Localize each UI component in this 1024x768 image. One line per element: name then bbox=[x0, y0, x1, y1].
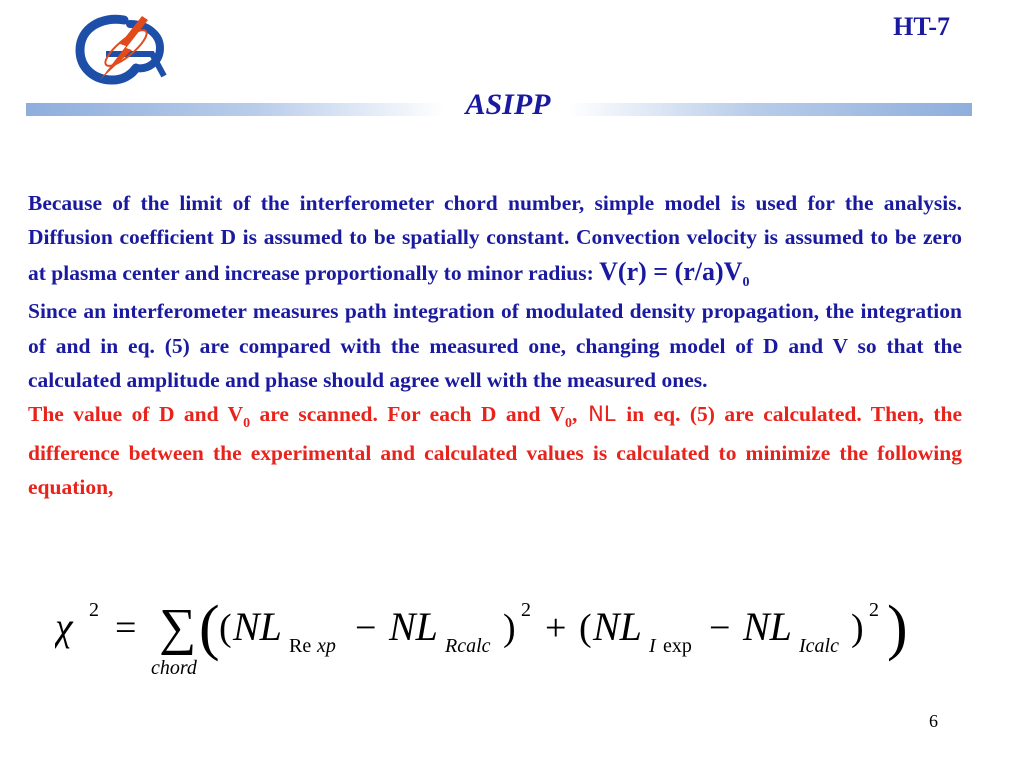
eq-nl-4: NL bbox=[743, 604, 792, 649]
eq-open-2: ( bbox=[579, 607, 592, 649]
page-number: 6 bbox=[929, 711, 938, 731]
eq-nl-3: NL bbox=[593, 604, 642, 649]
velocity-formula-subscript: 0 bbox=[742, 274, 750, 290]
paragraph-model bbox=[28, 186, 962, 294]
scan-text-c: , bbox=[572, 402, 578, 427]
header-divider-left bbox=[26, 103, 446, 116]
eq-power-2: 2 bbox=[869, 599, 879, 621]
eq-sum: ∑ bbox=[159, 599, 197, 656]
eq-close-outer: ) bbox=[887, 594, 908, 662]
eq-nl-1-sub-re: Re bbox=[289, 635, 312, 657]
scan-text-a: The value of D and V bbox=[28, 402, 244, 427]
eq-equals: = bbox=[115, 607, 137, 649]
eq-nl-2: NL bbox=[389, 604, 438, 649]
eq-minus-2: − bbox=[709, 607, 731, 649]
velocity-formula: V(r) = (r/a)V bbox=[599, 256, 743, 286]
eq-minus-1: − bbox=[355, 607, 377, 649]
scan-text-d: in eq. (5) are calculated. Then, the difference between the experimental and calculated values is calculated to minimize the following equation, bbox=[28, 402, 962, 500]
eq-nl-3-sub-exp: exp bbox=[663, 635, 692, 657]
chi-square-equation bbox=[55, 588, 935, 684]
eq-close-2: ) bbox=[851, 607, 864, 649]
eq-nl-1-sub-xp: xp bbox=[317, 635, 336, 657]
body-text bbox=[28, 186, 962, 505]
eq-chi: χ bbox=[55, 604, 73, 649]
eq-power-1: 2 bbox=[521, 599, 531, 621]
paragraph-scan bbox=[28, 397, 962, 504]
asipp-logo bbox=[72, 10, 172, 86]
eq-open-outer: ( bbox=[199, 594, 220, 662]
header-divider-right bbox=[568, 103, 972, 116]
logo-emblem-icon bbox=[80, 16, 164, 80]
page-subtitle: ASIPP bbox=[465, 88, 551, 121]
model-description: Because of the limit of the interferometer chord number, simple model is used for the analysis. Diffusion coefficient D is assumed to be spatially constant. Convection velocity is assumed to be zero at plasma center and increase proportionally to minor radius: bbox=[28, 191, 962, 285]
scan-subscript-2: 0 bbox=[565, 416, 573, 432]
eq-nl-3-sub-i: I bbox=[649, 635, 656, 657]
eq-nl-4-sub: Icalc bbox=[799, 635, 839, 657]
scan-nl-symbol: NL bbox=[577, 402, 627, 427]
org-code: HT-7 bbox=[893, 12, 950, 41]
eq-chi-power: 2 bbox=[89, 599, 99, 621]
eq-sum-under: chord bbox=[151, 657, 197, 679]
eq-plus: + bbox=[545, 607, 567, 649]
eq-nl-1: NL bbox=[233, 604, 282, 649]
eq-open-1: ( bbox=[219, 607, 232, 649]
scan-text-b: are scanned. For each D and V bbox=[250, 402, 566, 427]
eq-close-1: ) bbox=[503, 607, 516, 649]
paragraph-integration: Since an interferometer measures path integration of modulated density propagation, the integration of and in eq. (5) are compared with the measured one, changing model of D and V so that the calculated amplitude and phase should agree well with the measured ones. bbox=[28, 299, 962, 393]
eq-nl-2-sub: Rcalc bbox=[445, 635, 491, 657]
scan-subscript-1: 0 bbox=[243, 416, 251, 432]
